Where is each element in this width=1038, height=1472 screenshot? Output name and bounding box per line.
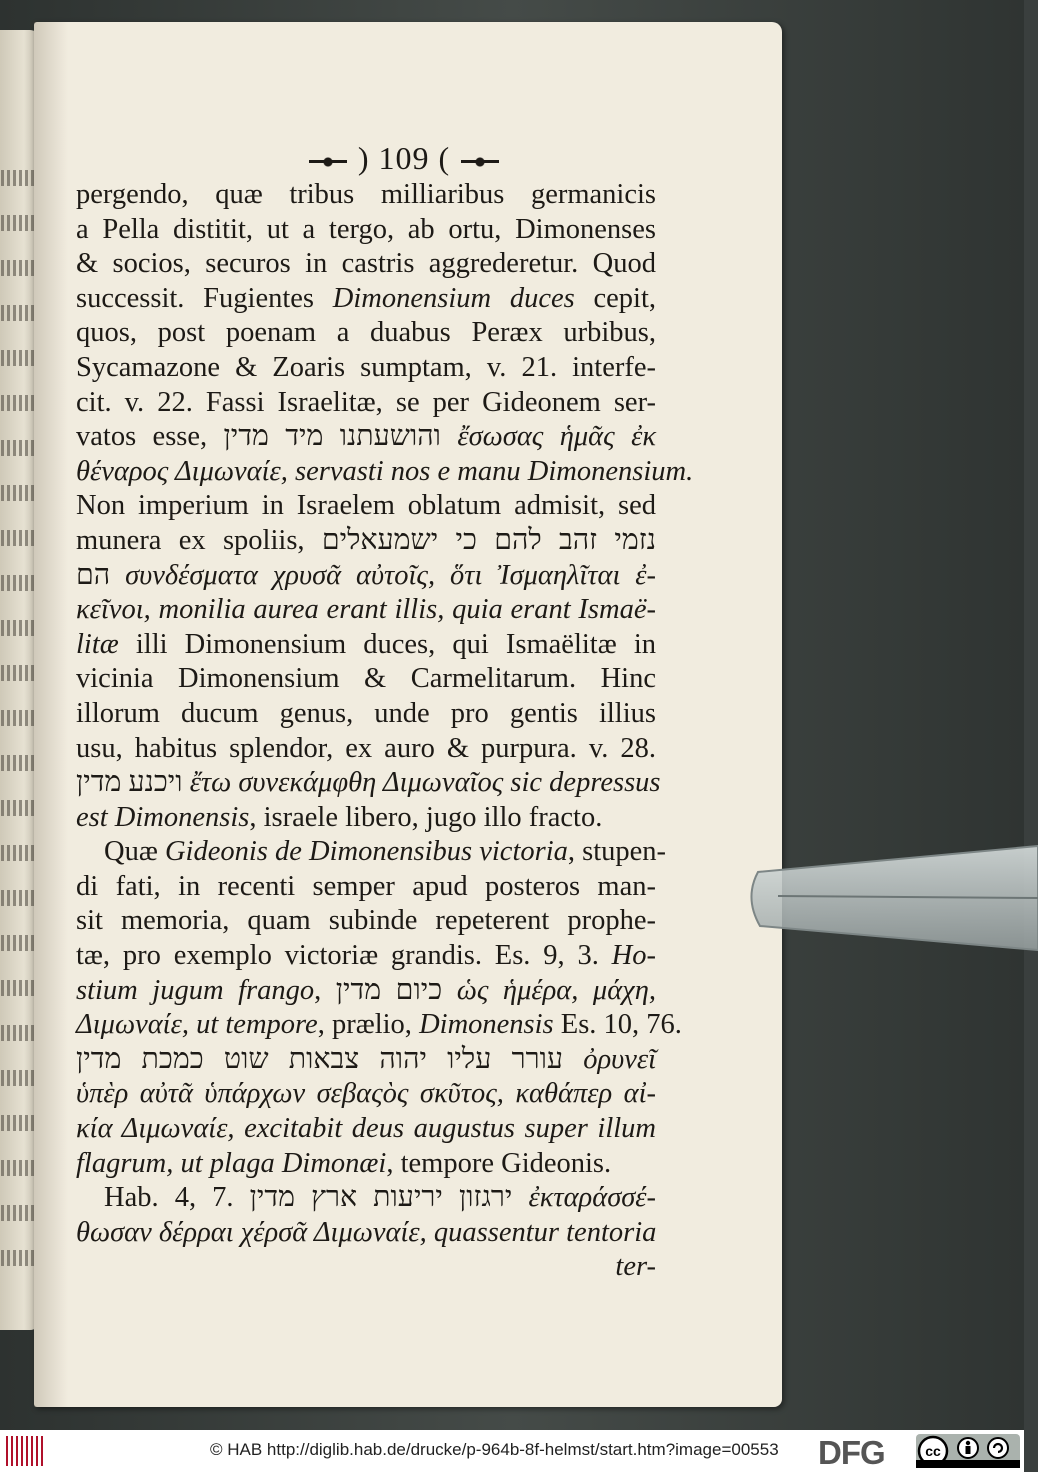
text-span: Sycamazone & Zoaris sumptam, v. 21. interfe-: [76, 351, 656, 383]
page-body-text: [76, 178, 694, 1285]
text-span: vicinia Dimonensium & Carmelitarum. Hinc: [76, 663, 656, 695]
italic-span: Ho-: [611, 940, 656, 972]
text-line: [76, 1147, 656, 1182]
text-span: , stupen-: [567, 836, 667, 868]
text-line: [76, 178, 656, 213]
page-header: [234, 140, 574, 177]
text-span: illi Dimonensium duces, qui Ismaëlitæ in: [118, 628, 656, 660]
text-line: [76, 593, 656, 628]
cc-by-sa-icon: [916, 1434, 1020, 1468]
text-span: , israele libero, jugo illo fracto.: [249, 801, 603, 833]
italic-span: litæ: [76, 628, 119, 660]
text-line: [76, 628, 656, 663]
text-line: [76, 247, 656, 282]
text-line: [76, 213, 656, 248]
italic-span: stium jugum frango: [76, 974, 315, 1006]
text-span: , tempore Gideonis.: [386, 1147, 612, 1179]
text-line: [76, 662, 656, 697]
text-line: [76, 524, 656, 559]
text-line: [76, 697, 656, 732]
svg-text:cc: cc: [925, 1443, 941, 1459]
text-line: [76, 835, 667, 870]
text-span: cepit,: [574, 282, 656, 314]
italic-span: κία Διμωναίε, excitabit deus augustus super illum: [76, 1113, 656, 1145]
text-span: Es. 10, 76.: [553, 1009, 682, 1041]
text-line: [76, 732, 656, 767]
text-line: [76, 282, 656, 317]
text-span: , כיום מדין: [314, 974, 457, 1006]
text-line: [76, 1008, 682, 1043]
italic-span: ἔτω συνεκάμφθη Διμωναῖος sic depressus: [189, 767, 661, 799]
text-line: [76, 420, 656, 455]
text-span: quos, post poenam a duabus Peræx urbibus,: [76, 317, 656, 349]
italic-span: θωσαν δέρραι χέρσᾶ Διμωναίε, quassentur tentoria: [76, 1216, 657, 1248]
italic-span: ἐκταράσσέ-: [528, 1182, 657, 1214]
dfg-logo: DFG: [818, 1434, 885, 1471]
italic-span: θέναρος Διμωναίε, servasti nos e manu Dimonensium.: [76, 455, 694, 487]
text-line: [76, 559, 656, 594]
text-span: Hab. 4, 7. ירגזון יריעות ארץ מדין: [104, 1182, 529, 1214]
text-line: [76, 1077, 656, 1112]
italic-span: κεῖνοι, monilia aurea erant illis, quia erant Ismaë-: [76, 594, 656, 626]
italic-span: ter-: [615, 1251, 656, 1283]
italic-span: ὀρυνεῖ: [583, 1043, 657, 1075]
text-span: & socios, securos in castris aggrederetur. Quod: [76, 248, 656, 280]
text-line: [76, 1216, 656, 1251]
italic-span: Διμωναίε, ut tempore: [76, 1009, 318, 1041]
text-span: עורר עליו יהוה צבאות שוט כמכת מדין: [76, 1043, 584, 1075]
text-line: [76, 1112, 656, 1147]
text-line: [76, 974, 656, 1009]
text-span: Non imperium in Israelem oblatum admisit, sed: [76, 490, 656, 522]
text-line: [76, 316, 656, 351]
text-span: vatos esse, והושעתנו מיד מדין: [76, 421, 458, 453]
italic-span: συνδέσματα χρυσᾶ αὐτοῖς, ὅτι Ἰσμαηλῖται ἐ-: [125, 559, 656, 591]
italic-span: ὡς ἡμέρα, μάχη,: [456, 974, 656, 1006]
page-number: ) 109 (: [357, 140, 451, 176]
tweezer-tool-icon: [738, 838, 1038, 958]
text-span: הם: [76, 559, 126, 591]
italic-span: Dimonensium duces: [332, 282, 575, 314]
barcode-icon: [6, 1436, 46, 1466]
text-span: successit. Fugientes: [76, 282, 333, 314]
text-span: tæ, pro exemplo victoriæ grandis. Es. 9, 3.: [76, 940, 612, 972]
text-span: cit. v. 22. Fassi Israelitæ, se per Gideonem ser-: [76, 386, 656, 418]
text-span: sit memoria, quam subinde repeterent prophe-: [76, 905, 656, 937]
text-line: [76, 870, 656, 905]
text-line: [76, 489, 656, 524]
italic-span: Dimonensis: [419, 1009, 554, 1041]
text-span: a Pella distitit, ut a tergo, ab ortu, Dimonenses: [76, 213, 656, 245]
text-line: [76, 1181, 656, 1216]
text-line: [76, 1250, 656, 1285]
text-line: [76, 1043, 656, 1078]
copyright-link[interactable]: © HAB http://diglib.hab.de/drucke/p-964b-8f-helmst/start.htm?image=00553: [210, 1440, 779, 1459]
text-line: [76, 351, 656, 386]
italic-span: ὑπὲρ αὐτᾶ ὑπάρχων σεβαςὸς σκῦτος, καθάπερ αἰ-: [76, 1078, 656, 1110]
text-span: Quæ: [104, 836, 165, 868]
text-line: [76, 386, 656, 421]
italic-span: est Dimonensis: [76, 801, 250, 833]
text-span: , prælio,: [317, 1009, 420, 1041]
text-span: illorum ducum genus, unde pro gentis illius: [76, 697, 656, 729]
text-span: munera ex spoliis, נזמי זהב להם כי ישמעאלים: [76, 524, 657, 556]
text-line: [76, 904, 656, 939]
text-span: ויכנע מדין: [76, 767, 190, 799]
footer-bar: [0, 1430, 1024, 1472]
text-line: [76, 801, 656, 836]
text-span: pergendo, quæ tribus milliaribus germanicis: [76, 179, 656, 210]
italic-span: ἔσωσας ἡμᾶς ἐκ: [457, 421, 657, 453]
text-span: di fati, in recenti semper apud posteros man-: [76, 870, 656, 902]
italic-span: Gideonis de Dimonensibus victoria: [164, 836, 568, 868]
italic-span: flagrum, ut plaga Dimonæi: [76, 1147, 387, 1179]
text-line: [76, 939, 656, 974]
ornament-left-icon: [307, 155, 349, 169]
text-line: [76, 766, 661, 801]
text-span: usu, habitus splendor, ex auro & purpura. v. 28.: [76, 732, 656, 764]
text-line: [76, 455, 694, 490]
ornament-right-icon: [459, 155, 501, 169]
